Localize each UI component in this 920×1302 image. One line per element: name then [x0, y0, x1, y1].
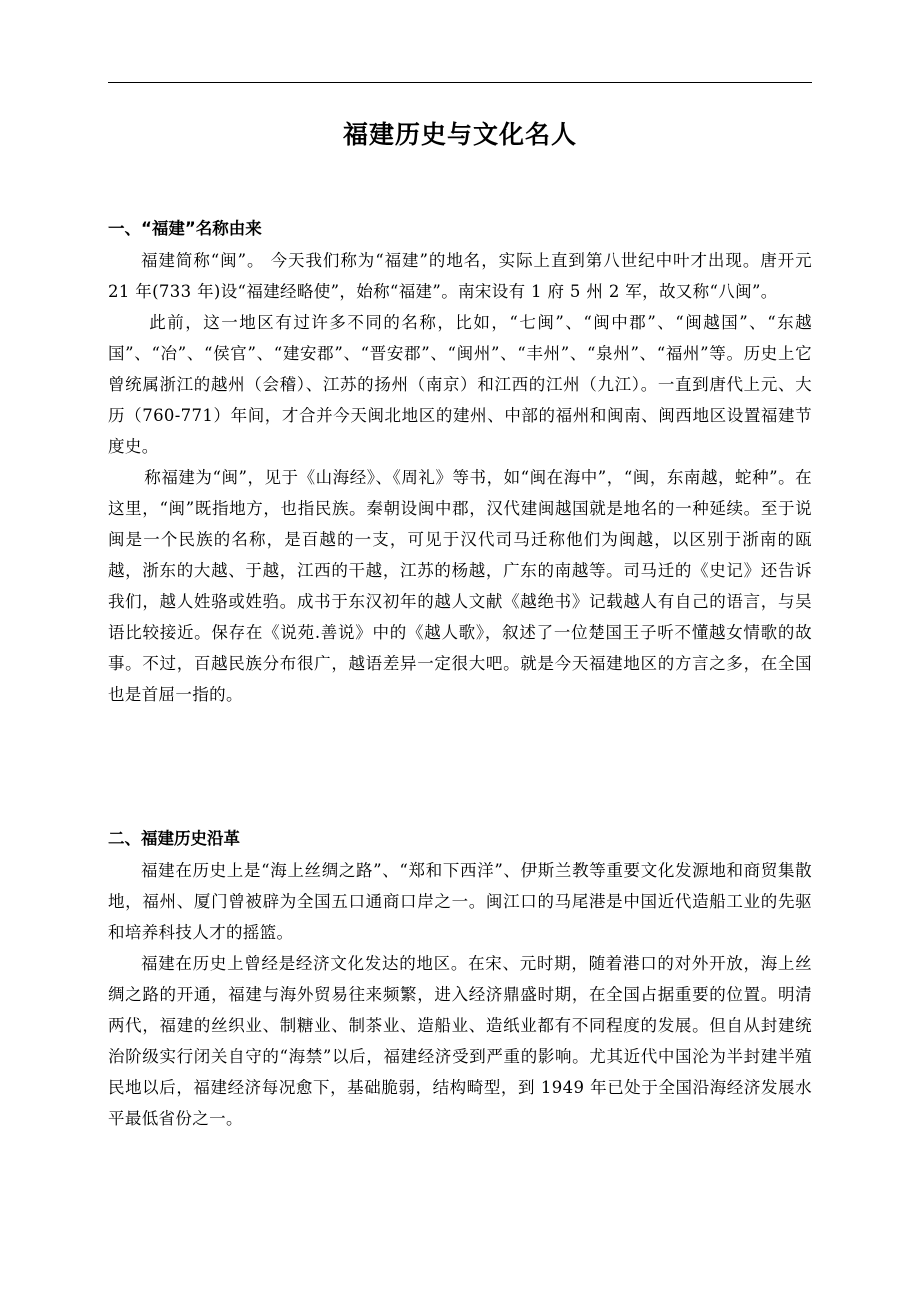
document-title: 福建历史与文化名人	[342, 120, 577, 149]
section-heading: 二、福建历史沿革	[108, 829, 240, 848]
section-history	[108, 823, 812, 1134]
paragraph: 福建简称“闽”。 今天我们称为“福建”的地名，实际上直到第八世纪中叶才出现。唐开元 21 年(733 年)设“福建经略使”，始称“福建”。南宋设有 1 府 5 州 2 军，故又称“八闽”。	[108, 251, 812, 301]
paragraph: 福建在历史上是“海上丝绸之路”、“郑和下西洋”、伊斯兰教等重要文化发源地和商贸集散地，福州、厦门曾被辟为全国五口通商口岸之一。闽江口的马尾港是中国近代造船工业的先驱和培养科技人才的摇篮。	[108, 861, 812, 942]
section-name-origin	[108, 213, 812, 710]
paragraph: 称福建为“闽”，见于《山海经》、《周礼》等书，如“闽在海中”，“闽，东南越，蛇种”。在这里，“闽”既指地方，也指民族。秦朝设闽中郡，汉代建闽越国就是地名的一种延续。至于说闽是一个民族的名称，是百越的一支，可见于汉代司马迁称他们为闽越，以区别于浙南的瓯越，浙东的大越、于越，江西的干越，江苏的杨越，广东的南越等。司马迁的《史记》还告诉我们，越人姓骆或姓驺。成书于东汉初年的越人文献《越绝书》记载越人有自己的语言，与吴语比较接近。保存在《说苑.善说》中的《越人歌》，叙述了一位楚国王子听不懂越女情歌的故事。不过，百越民族分布很广，越语差异一定很大吧。就是今天福建地区的方言之多，在全国也是首屈一指的。	[108, 468, 812, 704]
paragraph: 此前，这一地区有过许多不同的名称，比如，“七闽”、“闽中郡”、“闽越国”、“东越国”、“冶”、“侯官”、“建安郡”、“晋安郡”、“闽州”、“丰州”、“泉州”、“福州”等。历史上它曾统属浙江的越州（会稽）、江苏的扬州（南京）和江西的江州（九江）。一直到唐代上元、大历（760-771）年间，才合并今天闽北地区的建州、中部的福州和闽南、闽西地区设置福建节度史。	[108, 313, 812, 456]
paragraph: 福建在历史上曾经是经济文化发达的地区。在宋、元时期，随着港口的对外开放，海上丝绸之路的开通，福建与海外贸易往来频繁，进入经济鼎盛时期，在全国占据重要的位置。明清两代，福建的丝织业、制糖业、制茶业、造船业、造纸业都有不同程度的发展。但自从封建统治阶级实行闭关自守的“海禁”以后，福建经济受到严重的影响。尤其近代中国沦为半封建半殖民地以后，福建经济每况愈下，基础脆弱，结构畸型，到 1949 年已处于全国沿海经济发展水平最低省份之一。	[108, 954, 812, 1128]
header-rule	[108, 82, 812, 83]
section-heading: 一、“福建”名称由来	[108, 219, 262, 238]
